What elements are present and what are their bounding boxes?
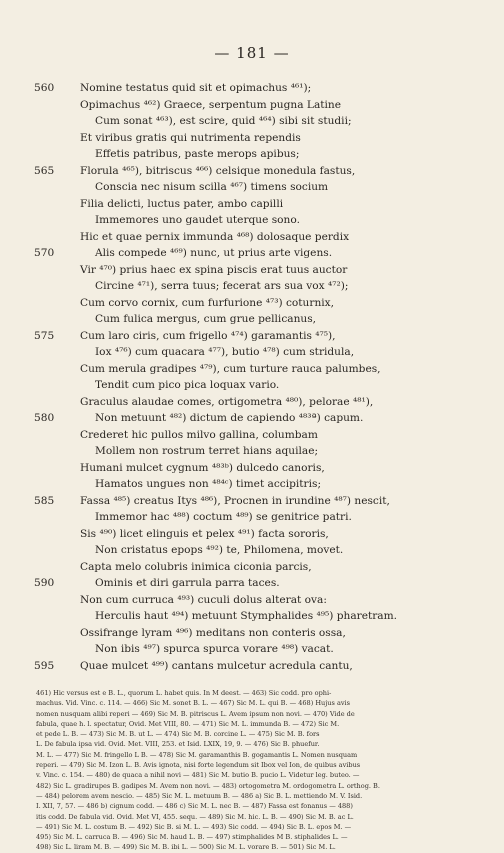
verse-line (0, 97, 504, 114)
verse-line (0, 608, 504, 625)
footnote-line: nomen nusquam alibi reperi — 469) Sic M. B. pitriscus L. Avem ipsum non novi. — 470) Vide de (36, 709, 355, 718)
footnote-line: M. L. — 477) Sic M. fringello L B. — 478) Sic M. garamanthis B. gogamantis L. Nomen nusquam (36, 750, 358, 759)
verse-line (0, 163, 504, 180)
verse-text: Cum laro ciris, cum frigello ⁴⁷⁴) garamantis ⁴⁷⁵), (80, 329, 336, 342)
verse-line (0, 80, 504, 97)
verse-text: Immemor hac ⁴⁸⁸) coctum ⁴⁸⁹) se genitrice patri. (95, 511, 352, 523)
verse-text: Immemores uno gaudet uterque sono. (95, 214, 300, 226)
verse-text: Vir ⁴⁷⁰) prius haec ex spina piscis erat tuus auctor (80, 263, 348, 276)
verse-line (0, 245, 504, 262)
verse-text: Cum corvo cornix, cum furfurione ⁴⁷³) coturnix, (80, 296, 335, 309)
footnotes (36, 688, 476, 853)
verse-text: Conscia nec nisum scilla ⁴⁶⁷) timens socium (95, 181, 329, 193)
verse-line (0, 229, 504, 246)
footnote-line: 498) Sic L. liram M. B. — 499) Sic M. B. ibi L. — 500) Sic M. L. vorare B. — 501) Sic M. L. (36, 843, 336, 852)
footnote-line: v. Vinc. c. 154. — 480) de quaca a nihil novi — 481) Sic M. butio B. pucio L. Videtur leg. buteo. — (36, 771, 360, 780)
verse-text: Herculis haut ⁴⁹⁴) metuunt Stymphalides ⁴⁹⁵) pharetram. (95, 610, 398, 622)
verse-line (0, 212, 504, 229)
verse-text: Non cum curruca ⁴⁹³) cuculi dolus alterat ova: (80, 593, 327, 606)
verse-line (0, 641, 504, 658)
verse-text: Filia delicti, luctus pater, ambo capilli (80, 197, 284, 210)
verse-text: Cum merula gradipes ⁴⁷⁹), cum turture rauca palumbes, (80, 362, 381, 375)
verse-line (0, 625, 504, 642)
verse-line (0, 443, 504, 460)
footnote-line: 495) Sic M. L. carruca B. — 496) Sic M. haud L. B. — 497) stimphalides M B. stiphalides L. — (36, 833, 348, 842)
verse-text: Ominis et diri garrula parra taces. (95, 577, 280, 589)
verse-line (0, 542, 504, 559)
verse-block (0, 80, 504, 674)
verse-line (0, 196, 504, 213)
verse-line (0, 262, 504, 279)
verse-text: Nomine testatus quid sit et opimachus ⁴⁶¹); (80, 82, 312, 94)
verse-text: Hamatos ungues non ⁴⁸⁴ᶜ) timet accipitris; (95, 478, 322, 490)
footnote-line: reperi. — 479) Sic M. Izon L. B. Avis ignota, nisi forte legendum sit Ibox vel Ion, de quibus avibus (36, 761, 361, 770)
verse-text: Iox ⁴⁷⁶) cum quacara ⁴⁷⁷), butio ⁴⁷⁸) cum stridula, (95, 346, 355, 358)
verse-text: Cum fulica mergus, cum grue pellicanus, (95, 313, 317, 325)
verse-text: Crederet hic pullos milvo gallina, columbam (80, 428, 318, 441)
footnote-line: — 484) pelorem avem nescio. — 485) Sic M. L. metuum B. — 486 a) Sic B. L. mettiendo M. V. Isid. (36, 791, 363, 800)
verse-line (0, 658, 504, 675)
verse-line (0, 410, 504, 427)
verse-text: Non ibis ⁴⁹⁷) spurca spurca vorare ⁴⁹⁸) vacat. (95, 643, 334, 655)
verse-text: Alis compede ⁴⁶⁹) nunc, ut prius arte vigens. (95, 247, 333, 259)
verse-line (0, 113, 504, 130)
verse-number: 595 (34, 659, 55, 672)
footnote-line: fabula, quae h. l. spectatur, Ovid. Met VIII, 80. — 471) Sic M. L. immunda B. — 472) Sic M. (36, 719, 340, 728)
verse-text: Et viribus gratis qui nutrimenta rependis (80, 131, 301, 144)
verse-line (0, 377, 504, 394)
verse-line (0, 394, 504, 411)
verse-text: Fassa ⁴⁸⁵) creatus Itys ⁴⁸⁶), Procnen in irundine ⁴⁸⁷) nescit, (80, 494, 390, 507)
page-number: — 181 — (214, 44, 290, 62)
verse-text: Ossifrange lyram ⁴⁹⁶) meditans non conteris ossa, (80, 626, 346, 639)
verse-number: 560 (34, 82, 55, 94)
verse-text: Quae mulcet ⁴⁹⁹) cantans mulcetur acredula cantu, (80, 659, 353, 672)
verse-line (0, 509, 504, 526)
verse-text: Non metuunt ⁴⁸²) dictum de capiendo ⁴⁸³ª) capum. (95, 412, 364, 424)
verse-line (0, 575, 504, 592)
verse-text: Opimachus ⁴⁶²) Graece, serpentum pugna Latine (80, 98, 342, 111)
verse-number: 565 (34, 164, 55, 177)
verse-line (0, 559, 504, 576)
verse-text: Sis ⁴⁹⁰) licet elinguis et pelex ⁴⁹¹) facta sororis, (80, 527, 329, 540)
footnote-line: 482) Sic L. gradirupes B. gadipes M. Avem non novi. — 483) ortogometra M. ordogometra L. orthog. B. (36, 781, 380, 790)
verse-line (0, 592, 504, 609)
verse-line (0, 493, 504, 510)
verse-number: 570 (34, 247, 55, 259)
verse-line (0, 361, 504, 378)
verse-text: Graculus alaudae comes, ortigometra ⁴⁸⁰), pelorae ⁴⁸¹), (80, 395, 374, 408)
verse-text: Cum sonat ⁴⁶³), est scire, quid ⁴⁶⁴) sibi sit studii; (95, 115, 352, 127)
verse-text: Humani mulcet cygnum ⁴⁸³ᵇ) dulcedo canoris, (80, 461, 325, 474)
footnote-line: — 491) Sic M. L. costum B. — 492) Sic B. si M. L. — 493) Sic codd. — 494) Sic B. L. epos M. — (36, 822, 352, 831)
verse-line (0, 460, 504, 477)
verse-line (0, 146, 504, 163)
verse-line (0, 278, 504, 295)
verse-text: Capta melo colubris inimica ciconia parcis, (80, 560, 312, 573)
verse-text: Florula ⁴⁶⁵), bitriscus ⁴⁶⁶) celsique monedula fastus, (80, 164, 356, 177)
verse-line (0, 328, 504, 345)
verse-line (0, 526, 504, 543)
verse-text: Tendit cum pico pica loquax vario. (95, 379, 280, 391)
verse-text: Non cristatus epops ⁴⁹²) te, Philomena, movet. (95, 544, 344, 556)
verse-line (0, 130, 504, 147)
verse-text: Effetis patribus, paste merops apibus; (95, 148, 300, 160)
footnote-line: 461) Hic versus est e B. L., quorum L. habet quis. In M deest. — 463) Sic codd. pro ophi- (36, 689, 332, 697)
footnote-line: machus. Vid. Vinc. c. 114. — 466) Sic M. sonet B. L. — 467) Sic M. L. qui B. — 468) Hujus avis (36, 699, 351, 708)
verse-line (0, 476, 504, 493)
footnote-line: itis codd. De fabula vid. Ovid. Met VI, 455. sequ. — 489) Sic M. hic. L. B. — 490) Sic M. B. ac L. (36, 812, 354, 821)
verse-line (0, 179, 504, 196)
verse-line (0, 344, 504, 361)
verse-number: 575 (34, 329, 55, 342)
verse-number: 580 (34, 412, 55, 424)
footnote-line: I. XII, 7, 57. — 486 b) cignum codd. — 486 c) Sic M. L. nec B. — 487) Fassa est fonanus — 488) (36, 802, 353, 811)
verse-number: 590 (34, 577, 55, 589)
footnote-line: et pede L. B. — 473) Sic M. B. ut L. — 474) Sic M. B. corcine L. — 475) Sic M. B. fors (36, 730, 320, 739)
verse-line (0, 427, 504, 444)
verse-text: Mollem non rostrum terret hians aquilae; (95, 445, 319, 457)
verse-number: 585 (34, 494, 55, 507)
verse-line (0, 311, 504, 328)
verse-line (0, 295, 504, 312)
verse-text: Hic et quae pernix immunda ⁴⁶⁸) dolosaque perdix (80, 230, 350, 243)
footnote-line: L. De fabula ipsa vid. Ovid. Met. VIII, 253. et Isid. LXIX, 19, 9. — 476) Sic B. phuefur. (36, 740, 320, 749)
verse-text: Circine ⁴⁷¹), serra tuus; fecerat ars sua vox ⁴⁷²); (95, 280, 349, 292)
